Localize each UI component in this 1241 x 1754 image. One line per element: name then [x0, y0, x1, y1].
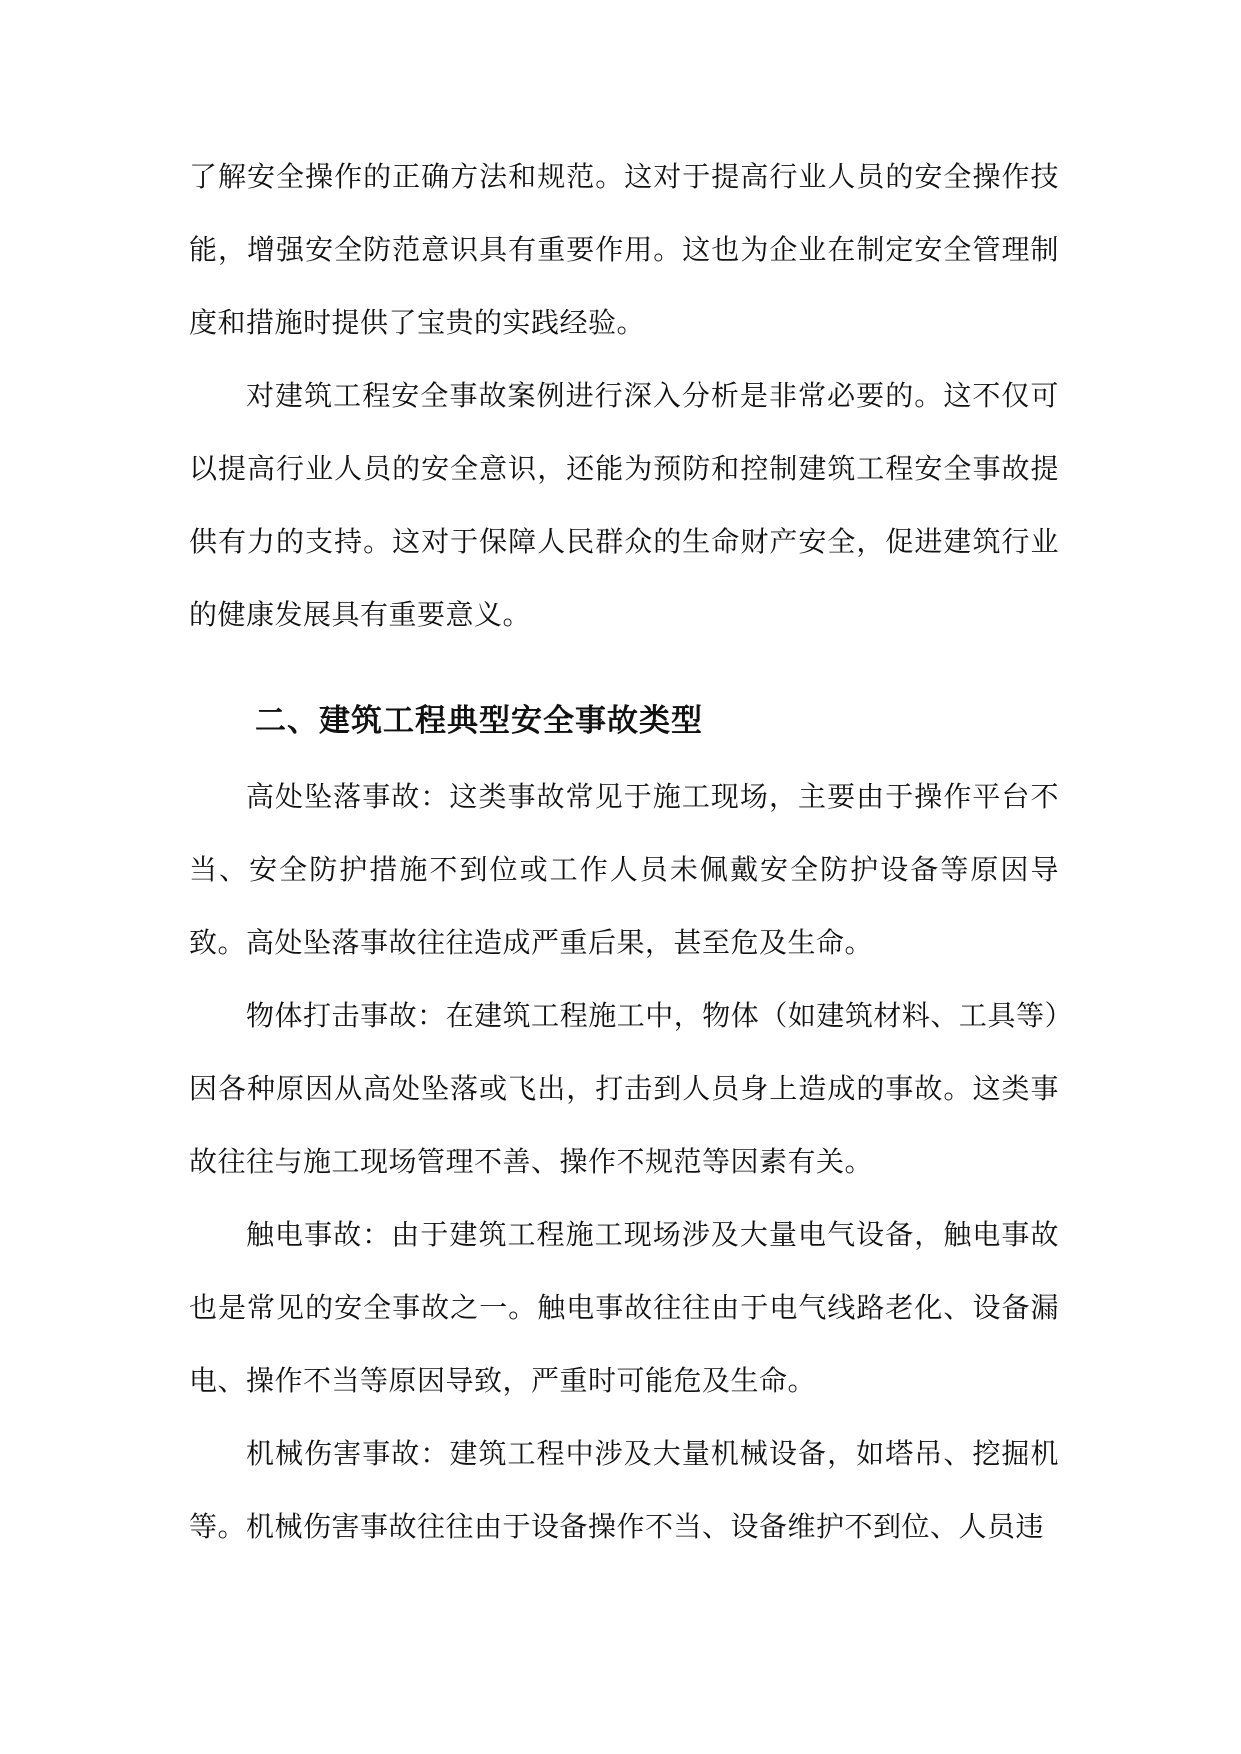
paragraph-conclusion: 对建筑工程安全事故案例进行深入分析是非常必要的。这不仅可以提高行业人员的安全意识，还能为预防和控制建筑工程安全事故提供有力的支持。这对于保障人民群众的生命财产安全，促进建筑行业的健康发展具有重要意义。: [189, 379, 1059, 631]
paragraph-continuation: 了解安全操作的正确方法和规范。这对于提高行业人员的安全操作技能，增强安全防范意识具有重要作用。这也为企业在制定安全管理制度和措施时提供了宝贵的实践经验。: [189, 160, 1059, 339]
paragraph-object-strike-accident: 物体打击事故：在建筑工程施工中，物体（如建筑材料、工具等）因各种原因从高处坠落或飞出，打击到人员身上造成的事故。这类事故往往与施工现场管理不善、操作不规范等因素有关。: [189, 999, 1059, 1178]
paragraph-fall-accident: 高处坠落事故：这类事故常见于施工现场，主要由于操作平台不当、安全防护措施不到位或工作人员未佩戴安全防护设备等原因导致。高处坠落事故往往造成严重后果，甚至危及生命。: [189, 780, 1059, 959]
document-body: [189, 140, 1059, 1563]
section-heading: 二、建筑工程典型安全事故类型: [255, 703, 703, 739]
paragraph-electric-shock-accident: 触电事故：由于建筑工程施工现场涉及大量电气设备，触电事故也是常见的安全事故之一。触电事故往往由于电气线路老化、设备漏电、操作不当等原因导致，严重时可能危及生命。: [189, 1218, 1059, 1397]
paragraph-mechanical-injury-accident: 机械伤害事故：建筑工程中涉及大量机械设备，如塔吊、挖掘机等。机械伤害事故往往由于设备操作不当、设备维护不到位、人员违: [189, 1437, 1059, 1543]
